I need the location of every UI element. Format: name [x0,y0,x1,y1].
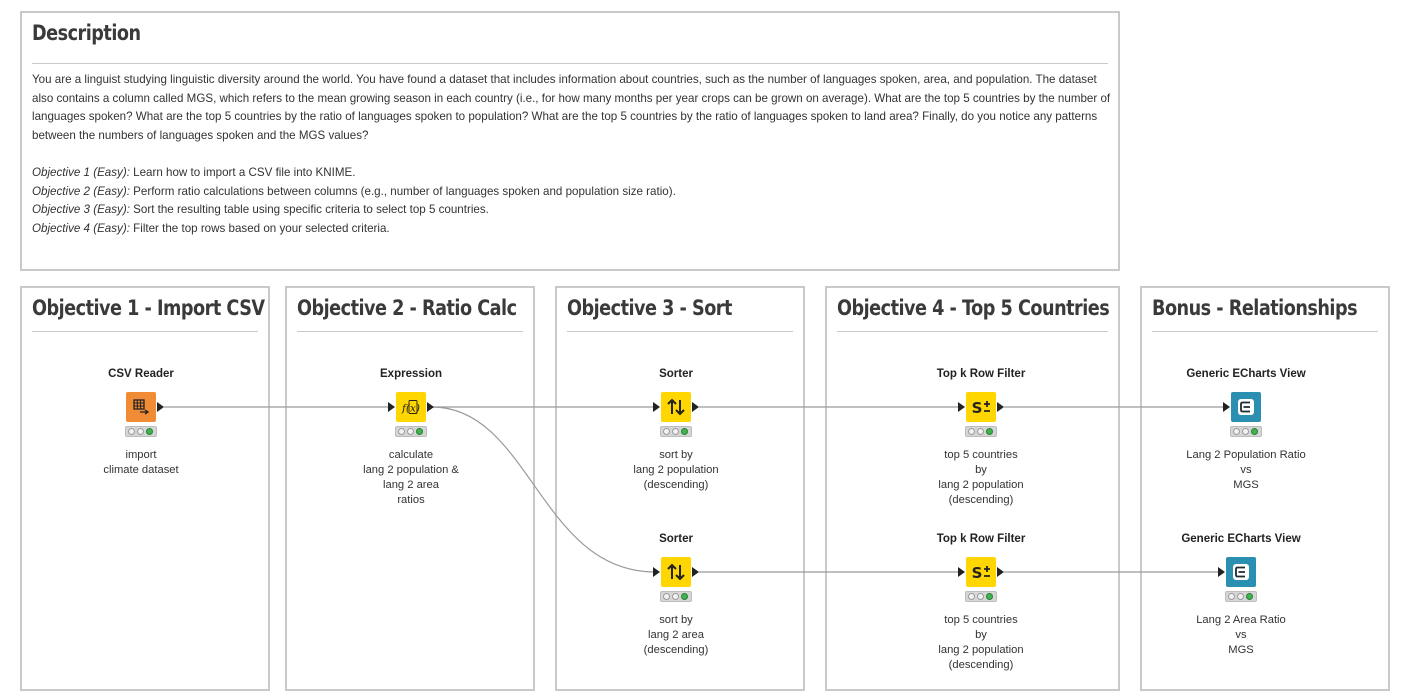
objective-text: Filter the top rows based on your selected criteria. [129,221,390,235]
output-port[interactable] [692,567,699,577]
description-title: Description [32,21,141,45]
node-caption: Lang 2 Area Ratio vs MGS [1196,614,1286,656]
sorter-node-1[interactable] [596,368,756,503]
node-name: Generic ECharts View [1186,368,1306,380]
objective-label: Objective 2 (Easy): [32,184,130,198]
output-port[interactable] [692,402,699,412]
chart-view-icon[interactable] [1226,557,1256,587]
table-import-icon[interactable] [126,392,156,422]
svg-text:S: S [971,399,983,417]
node-caption: Lang 2 Population Ratio vs MGS [1186,449,1306,491]
input-port[interactable] [958,567,965,577]
node-status-indicator [1230,426,1262,437]
input-port[interactable] [653,567,660,577]
section-title: Objective 3 - Sort [567,296,732,320]
chart-view-icon[interactable] [1231,392,1261,422]
sort-icon[interactable] [661,392,691,422]
objective-label: Objective 4 (Easy): [32,221,130,235]
expression-node[interactable] [331,368,491,518]
svg-text:f(x): f(x) [401,402,421,415]
description-paragraph: You are a linguist studying linguistic diversity around the world. You have found a dataset that includes information about countries, such as the number of languages spoken, area, and population. The dataset also contains a column called MGS, which refers to the mean growing season in each country (i.e., for how many months per year crops can be grown on average). What are the top 5 countries by the number of languages spoken? What are the top 5 countries by the ratio of languages spoken to population? What are the top 5 countries by the ratio of languages spoken to land area? Finally, do you notice any patterns between the numbers of languages spoken and the MGS values? [32,73,1111,142]
node-caption: calculate lang 2 population & lang 2 area ratios [363,449,459,506]
top-k-row-filter-node-2[interactable] [901,533,1061,683]
node-caption: sort by lang 2 population (descending) [633,449,719,491]
node-status-indicator [660,426,692,437]
node-name: Expression [380,368,442,380]
section-title: Bonus - Relationships [1152,296,1358,320]
node-caption: sort by lang 2 area (descending) [643,614,709,656]
objective-label: Objective 1 (Easy): [32,165,130,179]
node-caption: import climate dataset [103,449,179,476]
node-status-indicator [660,591,692,602]
top-k-icon[interactable] [966,392,996,422]
objective-text: Sort the resulting table using specific criteria to select top 5 countries. [129,203,489,217]
input-port[interactable] [958,402,965,412]
node-status-indicator [965,426,997,437]
top-k-icon[interactable] [966,557,996,587]
node-name: Generic ECharts View [1181,533,1301,545]
input-port[interactable] [1223,402,1230,412]
generic-echarts-view-node-1[interactable] [1166,368,1326,503]
node-status-indicator [125,426,157,437]
objective-label: Objective 3 (Easy): [32,203,130,217]
csv-reader-node[interactable] [61,368,221,488]
node-name: CSV Reader [108,368,174,380]
objective-text: Learn how to import a CSV file into KNIME. [129,165,356,179]
top-k-row-filter-node-1[interactable] [901,368,1061,518]
output-port[interactable] [997,567,1004,577]
node-status-indicator [395,426,427,437]
node-status-indicator [1225,591,1257,602]
generic-echarts-view-node-2[interactable] [1161,533,1321,668]
sorter-node-2[interactable] [596,533,756,668]
input-port[interactable] [653,402,660,412]
section-title: Objective 2 - Ratio Calc [297,296,517,320]
function-icon[interactable] [396,392,426,422]
section-title: Objective 4 - Top 5 Countries [837,296,1110,320]
section-title: Objective 1 - Import CSV [32,296,265,320]
sort-icon[interactable] [661,557,691,587]
node-caption: top 5 countries by lang 2 population (descending) [938,614,1024,671]
node-name: Sorter [659,533,693,545]
node-name: Sorter [659,368,693,380]
node-name: Top k Row Filter [936,368,1026,380]
input-port[interactable] [388,402,395,412]
input-port[interactable] [1218,567,1225,577]
output-port[interactable] [157,402,164,412]
node-status-indicator [965,591,997,602]
svg-text:S: S [971,564,983,582]
output-port[interactable] [427,402,434,412]
node-name: Top k Row Filter [936,533,1026,545]
objective-text: Perform ratio calculations between columns (e.g., number of languages spoken and population size ratio). [129,184,676,198]
output-port[interactable] [997,402,1004,412]
node-caption: top 5 countries by lang 2 population (descending) [938,449,1024,506]
